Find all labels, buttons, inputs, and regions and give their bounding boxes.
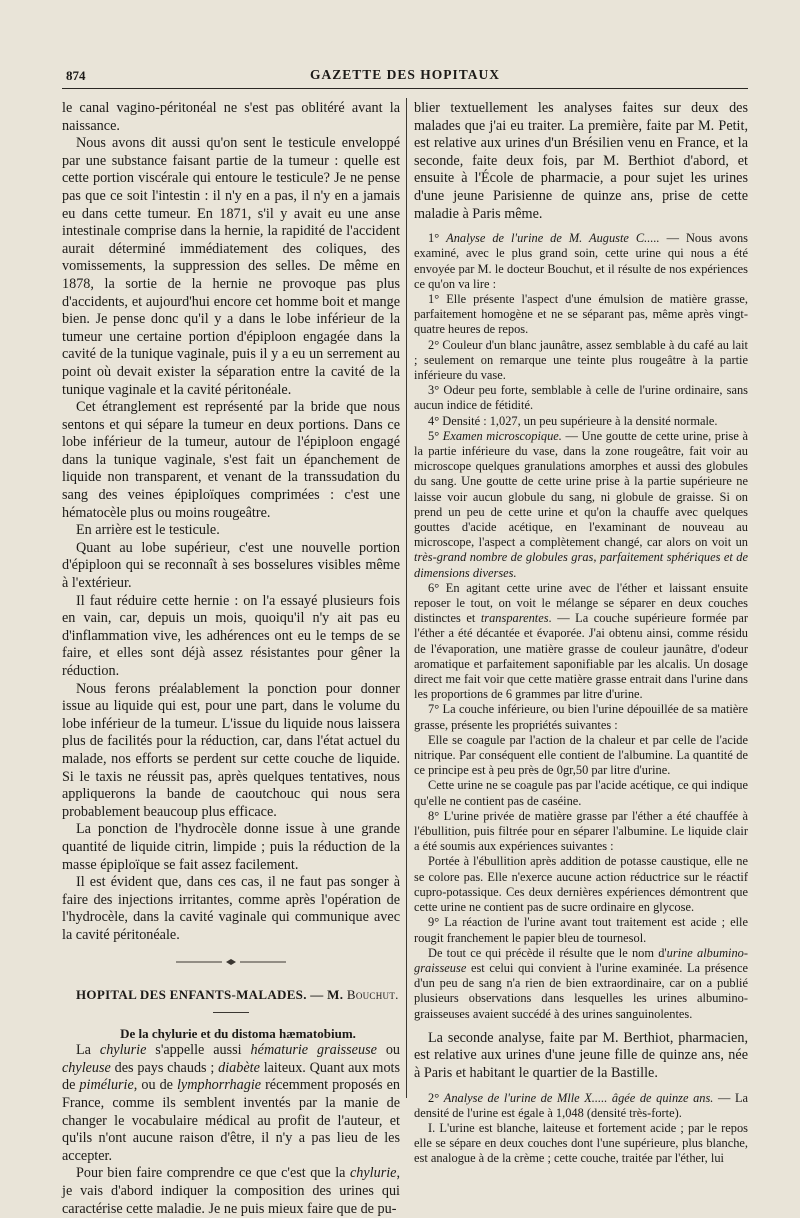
page-header xyxy=(62,62,748,89)
paragraph: Cet étranglement est représenté par la bride que nous sentons et qui sépare la tumeur en deux portions. Dans ce lobe inférieur de la tumeur, autour de l'épiploon engagé dans la tunique vaginale, s'est fait un épanchement de liquide non transparent, et venant de la transsudation du sang des veines épiploïques comprimées : c'est une hématocèle plus ou moins rougeâtre. xyxy=(62,399,400,521)
analysis-item: 4° Densité : 1,027, un peu supérieure à la densité normale. xyxy=(428,413,718,428)
analysis-item: 6° En agitant cette urine avec de l'éther et laissant ensuite reposer le tout, on voit le mélange se séparer en deux couches distinctes et transparentes. — La couche supérieure formée par l'éther a été décantée et évaporée. J'ai obtenu ainsi, comme résidu de l'évaporation, une matière grasse de couleur jaunâtre, d'odeur aromatique et parfaitement saponifiable par les alcalis. Un dosage direct me fait voir que cette matière grasse entrait dans l'urine dans les proportions de 6 grammes par litre d'urine. xyxy=(414,580,748,702)
analysis-item: Elle se coagule par l'action de la chaleur et par celle de l'acide nitrique. Par conséquent elle contient de l'albumine. La quantité de ce principe est à peu près de 0gr,50 par litre d'urine. xyxy=(414,732,748,778)
analysis-item: 2° Couleur d'un blanc jaunâtre, assez semblable à du café au lait ; seulement on remarque une teinte plus rougeâtre à la partie inférieure du vase. xyxy=(414,337,748,382)
analysis-block xyxy=(414,1091,748,1167)
analysis-item: 5° Examen microscopique. — Une goutte de cette urine, prise à la partie inférieure du vase, dans la zone rougeâtre, fait voir au microscope quelques granulations amorphes et aussi des globules du sang. Une goutte de cette urine prise à la partie supérieure ne laisse voir aucun globule du sang, ni globule de graisse. Si on prend un peu de cette urine et qu'on la chauffe avec quelques gouttes d'acide acétique, en l'examinant de nouveau au microscope, l'aspect a complètement changé, car alors on voit un très-grand nombre de globules gras, parfaitement sphériques et de dimensions diverses. xyxy=(414,428,748,580)
analysis-conclusion: De tout ce qui précède il résulte que le nom d'urine albumino-graisseuse est celui qui convient à l'urine examinée. La présence d'un peu de sang n'a rien de bien extraordinaire, car on a publié plusieurs observations dans lesquelles les urines albumino-graisseuses avaient succédé à des urines sanguinolentes. xyxy=(414,945,748,1021)
analysis-item: 8° L'urine privée de matière grasse par l'éther a été chauffée à l'ébullition, puis filtrée pour en séparer l'albumine. Le liquide clair a été soumis aux expériences suivantes : xyxy=(414,808,748,854)
paragraph: La chylurie s'appelle aussi hématurie graisseuse ou chyleuse des pays chauds ; diabète laiteux. Quant aux mots de piméluriе, ou de lymphorrhagie récemment proposés en France, comme ils semblent inventés par la manie de changer le vocabulaire médical au profit de l'auteur, et qu'ils n'ont aucune raison d'être, il n'y a pas lieu de les accepter. xyxy=(62,1042,401,1164)
paragraph: Nous ferons préalablement la ponction pour donner issue au liquide qui est, pour une part, dans le volume du lobe inférieur de la tumeur. L'issue du liquide nous laissera plus de facilités pour la réduction, car, dans l'état actuel du malade, nos efforts se perdent sur cette couche de liquide. Si le taxis ne réussit pas, après quelques tentatives, nous appliquerons la bande de caoutchouc qui nous sera probablement beaucoup plus efficace. xyxy=(62,680,400,820)
analysis-item: I. L'urine est blanche, laiteuse et fortement acide ; par le repos elle se sépare en deux couches dont l'une supérieure, plus blanche, est analogue à de la crème ; cette couche, traitée par l'éther, lui xyxy=(414,1120,748,1166)
paragraph: Il est évident que, dans ces cas, il ne faut pas songer à faire des injections irritantes, comme après l'opération de l'hydrocèle, dans la cavité vaginale qui communique avec la cavité péritonéale. xyxy=(62,874,400,943)
section-author: Bouchut. xyxy=(346,987,399,1003)
paragraph: Il faut réduire cette hernie : on l'a essayé plusieurs fois en vain, car, depuis un mois, quoiqu'il n'y ait pas eu d'inflammation vive, les adhérences ont eu le temps de se faire, et elles sont déjà assez résistantes pour gêner la réduction. xyxy=(62,592,400,679)
analysis-item: 3° Odeur peu forte, semblable à celle de l'urine ordinaire, sans aucun indice de fétidité. xyxy=(414,383,748,413)
analysis-heading: 2° Analyse de l'urine de Mlle X..... âgée de quinze ans. — La densité de l'urine est égale à 1,048 (densité très-forte). xyxy=(414,1090,749,1120)
left-column xyxy=(62,100,400,1218)
analysis-item: 1° Elle présente l'aspect d'une émulsion de matière grasse, parfaitement homogène et ne se séparant pas, même après vingt-quatre heures de repos. xyxy=(414,291,748,337)
analysis-item: Cette urine ne se coagule pas par l'acide acétique, ce qui indique qu'elle ne contient pas de caséine. xyxy=(414,778,748,808)
right-column xyxy=(414,100,748,1167)
paragraph: La ponction de l'hydrocèle donne issue à une grande quantité de liquide citrin, limpide ; puis la réduction de la masse épiploïque se fait assez facilement. xyxy=(62,821,400,873)
paragraph: En arrière est le testicule. xyxy=(76,522,220,539)
analysis-block xyxy=(414,231,748,1022)
section-title xyxy=(62,986,400,1004)
paragraph: Nous avons dit aussi qu'on sent le testicule enveloppé par une substance faisant partie de la tumeur : quelle est cette portion viscérale qui entoure le testicule? Je ne pense pas que ce soit l'intestin : il n'y en a pas, il n'y en a jamais eu dans cette tumeur. En 1871, s'il y avait eu une anse intestinale comprise dans la hernie, la rapidité de l'accident aurait déterminé immédiatement des coliques, des vomissements, la suppression des selles. De même en 1878, la sortie de la hernie ne provoque pas plus d'accidents, et aujourd'hui encore cet homme boit et mange bien. Je pense donc qu'il y a dans le lobe inférieur de la tumeur une certaine portion d'épiploon engagée dans la cavité de la tunique vaginale, puis il y a eu un serrement au point où devait exister la séparation entre la cavité de la tunique vaginale et la cavité péritonéale. xyxy=(62,135,400,398)
section-title-text: HOPITAL DES ENFANTS-MALADES. — M. xyxy=(76,987,344,1003)
ornament-rule xyxy=(176,958,286,966)
analysis-item: 9° La réaction de l'urine avant tout traitement est acide ; elle rougit franchement le papier bleu de tournesol. xyxy=(414,915,748,945)
column-divider xyxy=(406,98,407,1098)
analysis-item: 7° La couche inférieure, ou bien l'urine dépouillée de sa matière grasse, présente les propriétés suivantes : xyxy=(414,702,748,732)
article-subtitle: De la chylurie et du distoma hæmatobium. xyxy=(120,1025,356,1041)
analysis-item: Portée à l'ébullition après addition de potasse caustique, elle ne se colore pas. Elle n'exerce aucune action réductrice sur le réactif cupro-potassique. Ces deux dernières expériences démontrent que cette urine ne contient pas de sucre ordinaire en glycose. xyxy=(414,854,748,915)
short-divider xyxy=(213,1012,249,1013)
paragraph: blier textuellement les analyses faites sur deux des malades que j'ai eu traiter. La première, faite par M. Petit, est relative aux urines d'un Brésilien venu en France, et la seconde, faite deux fois, par M. Berthiot d'abord, et ensuite à l'École de pharmacie, a pour sujet les urines d'une jeune Parisienne de quinze ans, prise de cette maladie à Paris même. xyxy=(414,100,748,222)
paragraph: Quant au lobe supérieur, c'est une nouvelle portion d'épiploon qui se reconnaît à ses bosselures visibles même à l'extérieur. xyxy=(62,539,400,592)
page-number: 874 xyxy=(66,68,86,83)
paragraph: le canal vagino-péritonéal ne s'est pas oblitéré avant la naissance. xyxy=(62,100,400,134)
paragraph: La seconde analyse, faite par M. Berthiot, pharmacien, est relative aux urines d'une jeune fille de quinze ans, née à Paris et habitant le quartier de la Bastille. xyxy=(414,1029,748,1081)
section-ornament xyxy=(62,955,400,973)
analysis-heading: 1° Analyse de l'urine de M. Auguste C..... — Nous avons examiné, avec le plus grand soin, cette urine qui nous a été envoyée par M. le docteur Bouchut, et il résulte de nos expériences ce qu'on va lire : xyxy=(414,231,748,291)
journal-title: GAZETTE DES HOPITAUX xyxy=(309,67,501,82)
paragraph: Pour bien faire comprendre ce que c'est que la chylurie, je vais d'abord indiquer la composition des urines qui caractérise cette maladie. Je ne puis mieux faire que de pu- xyxy=(62,1165,400,1217)
